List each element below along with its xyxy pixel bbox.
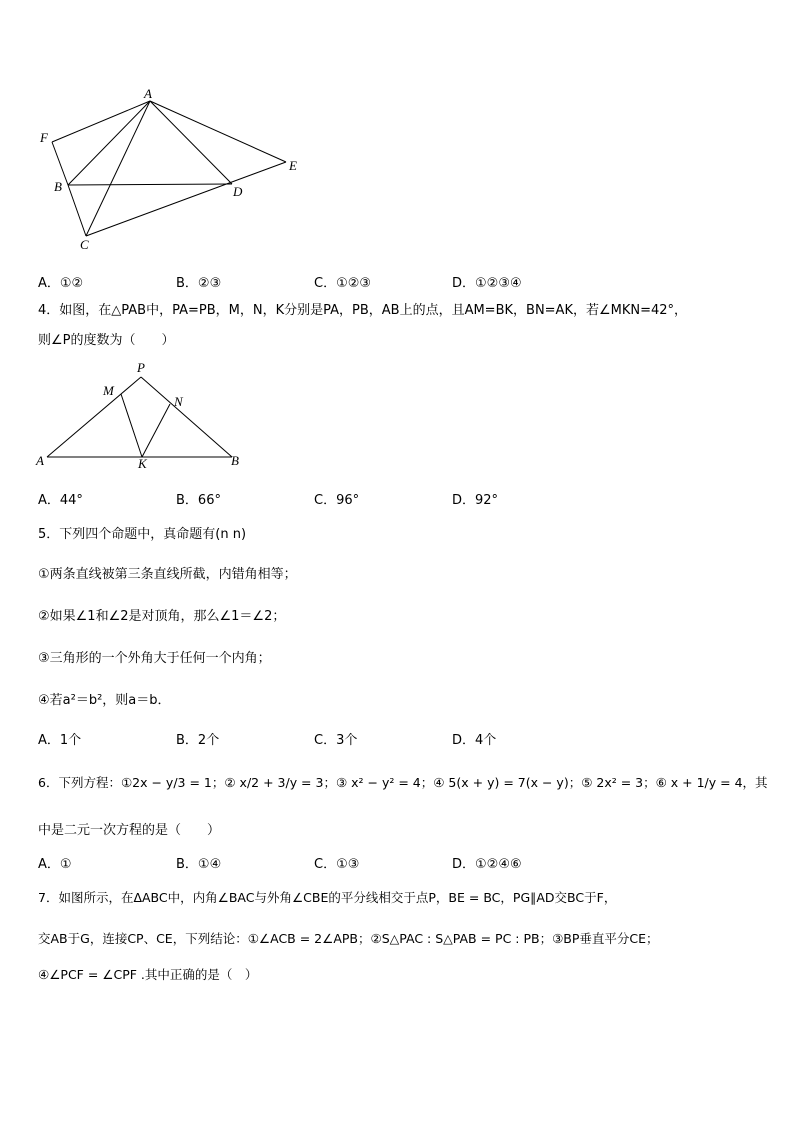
label-C: C	[80, 237, 89, 252]
label-A: A	[144, 86, 152, 101]
q5-option-a[interactable]: A．1个	[38, 733, 82, 748]
geometry-figure-1	[30, 82, 310, 257]
q4-stem-line1: 4．如图，在△PAB中，PA=PB，M，N，K分别是PA，PB，AB上的点，且AM=BK，BN=AK，若∠MKN=42°，	[38, 303, 688, 318]
q5-option-b[interactable]: B．2个	[176, 733, 220, 748]
q7-stem-line1: 7．如图所示，在ΔABC中，内角∠BAC与外角∠CBE的平分线相交于点P，BE = BC，PG∥AD交BC于F，	[38, 890, 617, 905]
q4-option-d[interactable]: D．92°	[452, 493, 499, 508]
label-P: P	[137, 360, 145, 375]
q5-option-c[interactable]: C．3个	[314, 733, 358, 748]
q3-option-c[interactable]: C．①②③	[314, 276, 372, 291]
q5-item-1: ①两条直线被第三条直线所截，内错角相等；	[38, 567, 297, 582]
q6-option-a[interactable]: A．①	[38, 857, 72, 872]
q6-stem-line2: 中是二元一次方程的是（ ）	[38, 823, 221, 838]
q6-option-c[interactable]: C．①③	[314, 857, 360, 872]
label-M: M	[103, 383, 114, 398]
label-E: E	[289, 158, 297, 173]
q6-option-b[interactable]: B．①④	[176, 857, 222, 872]
label-B: B	[231, 453, 239, 468]
q6-option-d[interactable]: D．①②④⑥	[452, 857, 522, 872]
q4-stem-line2: 则∠P的度数为（ ）	[38, 333, 175, 348]
q5-item-2: ②如果∠1和∠2是对顶角，那么∠1＝∠2；	[38, 609, 286, 624]
q3-option-a[interactable]: A．①②	[38, 276, 84, 291]
q5-option-d[interactable]: D．4个	[452, 733, 497, 748]
q7-stem-line3: ④∠PCF = ∠CPF .其中正确的是（ ）	[38, 967, 258, 982]
q5-item-4: ④若a²＝b²，则a＝b．	[38, 693, 171, 708]
label-N: N	[174, 394, 183, 409]
label-K: K	[138, 456, 147, 471]
q5-item-3: ③三角形的一个外角大于任何一个内角；	[38, 651, 271, 666]
label-B: B	[54, 179, 62, 194]
q4-option-c[interactable]: C．96°	[314, 493, 360, 508]
label-F: F	[40, 130, 48, 145]
q6-stem-line1: 6．下列方程：①2x − y/3 = 1；② x/2 + 3/y = 3；③ x² − y² = 4；④ 5(x + y) = 7(x − y)；⑤ 2x² = 3；⑥ x + 1/y = 4，其	[38, 775, 768, 790]
q4-option-b[interactable]: B．66°	[176, 493, 221, 508]
q3-option-b[interactable]: B．②③	[176, 276, 222, 291]
label-A: A	[36, 453, 44, 468]
q7-stem-line2: 交AB于G，连接CP、CE，下列结论：①∠ACB = 2∠APB；②S△PAC : S△PAB = PC : PB；③BP垂直平分CE；	[38, 931, 659, 946]
q4-option-a[interactable]: A．44°	[38, 493, 83, 508]
label-D: D	[233, 184, 243, 199]
q3-option-d[interactable]: D．①②③④	[452, 276, 522, 291]
q5-stem: 5．下列四个命题中，真命题有(n n)	[38, 527, 247, 542]
geometry-figure-q4	[30, 358, 250, 473]
